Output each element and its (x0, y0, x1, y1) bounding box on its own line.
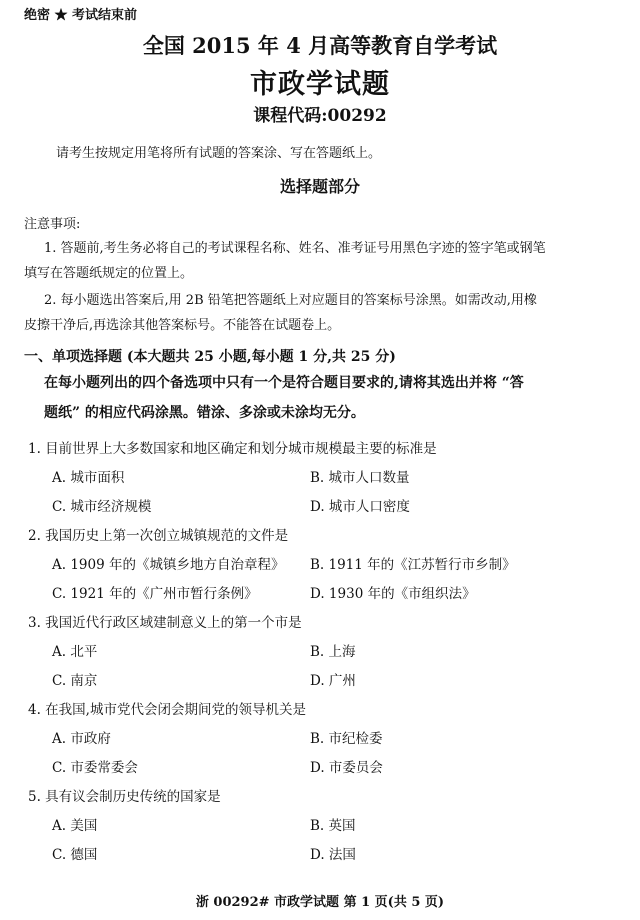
question-1-option-d: D. 城市人口密度 (310, 499, 410, 515)
question-5-option-b: B. 英国 (310, 818, 356, 834)
question-5-option-c: C. 德国 (52, 847, 98, 863)
note-1-line-1: 1. 答题前,考生务必将自己的考试课程名称、姓名、准考证号用黑色字迹的签字笔或钢笔 (44, 241, 546, 256)
question-2-option-a: A. 1909 年的《城镇乡地方自治章程》 (52, 557, 285, 573)
question-4-option-a: A. 市政府 (52, 731, 111, 747)
section-title: 选择题部分 (279, 177, 360, 196)
question-5-option-d: D. 法国 (310, 847, 356, 863)
subject-title: 市政学试题 (250, 69, 390, 100)
question-2-option-d: D. 1930 年的《市组织法》 (310, 586, 476, 602)
note-2-line-2: 皮擦干净后,再选涂其他答案标号。不能答在试题卷上。 (24, 318, 341, 333)
question-2-option-b: B. 1911 年的《江苏暂行市乡制》 (310, 557, 516, 573)
exam-title: 全国 2015 年 4 月高等教育自学考试 (142, 33, 498, 58)
question-1-option-b: B. 城市人口数量 (310, 470, 410, 486)
part-1-requirement-line-2: 题纸” 的相应代码涂黑。错涂、多涂或未涂均无分。 (44, 405, 365, 421)
question-3-stem: 3. 我国近代行政区域建制意义上的第一个市是 (28, 615, 302, 631)
question-1-option-c: C. 城市经济规模 (52, 499, 152, 515)
note-1-line-2: 填写在答题纸规定的位置上。 (24, 266, 194, 281)
page-footer: 浙 00292# 市政学试题 第 1 页(共 5 页) (195, 895, 445, 910)
question-4-stem: 4. 在我国,城市党代会闭会期间党的领导机关是 (28, 702, 306, 718)
question-3-option-c: C. 南京 (52, 673, 98, 689)
question-2-stem: 2. 我国历史上第一次创立城镇规范的文件是 (28, 528, 289, 544)
question-3-option-d: D. 广州 (310, 673, 356, 689)
part-1-requirement-line-1: 在每小题列出的四个备选项中只有一个是符合题目要求的,请将其选出并将 “答 (44, 375, 524, 391)
question-4-option-d: D. 市委员会 (310, 760, 383, 776)
note-2-line-1: 2. 每小题选出答案后,用 2B 铅笔把答题纸上对应题目的答案标号涂黑。如需改动,用橡 (44, 293, 537, 308)
question-4-option-b: B. 市纪检委 (310, 731, 383, 747)
question-5-stem: 5. 具有议会制历史传统的国家是 (28, 789, 221, 805)
question-1-option-a: A. 城市面积 (52, 470, 125, 486)
question-1-stem: 1. 目前世界上大多数国家和地区确定和划分城市规模最主要的标准是 (28, 441, 437, 457)
question-3-option-a: A. 北平 (52, 644, 98, 660)
question-3-option-b: B. 上海 (310, 644, 356, 660)
question-2-option-c: C. 1921 年的《广州市暂行条例》 (52, 586, 258, 602)
question-4-option-c: C. 市委常委会 (52, 760, 138, 776)
part-1-title: 一、单项选择题 (本大题共 25 小题,每小题 1 分,共 25 分) (24, 349, 396, 365)
secret-label: 绝密 ★ 考试结束前 (24, 8, 138, 23)
course-code: 课程代码:00292 (253, 106, 387, 126)
question-5-option-a: A. 美国 (52, 818, 98, 834)
notes-title: 注意事项: (24, 217, 81, 232)
answer-instruction: 请考生按规定用笔将所有试题的答案涂、写在答题纸上。 (56, 146, 382, 161)
